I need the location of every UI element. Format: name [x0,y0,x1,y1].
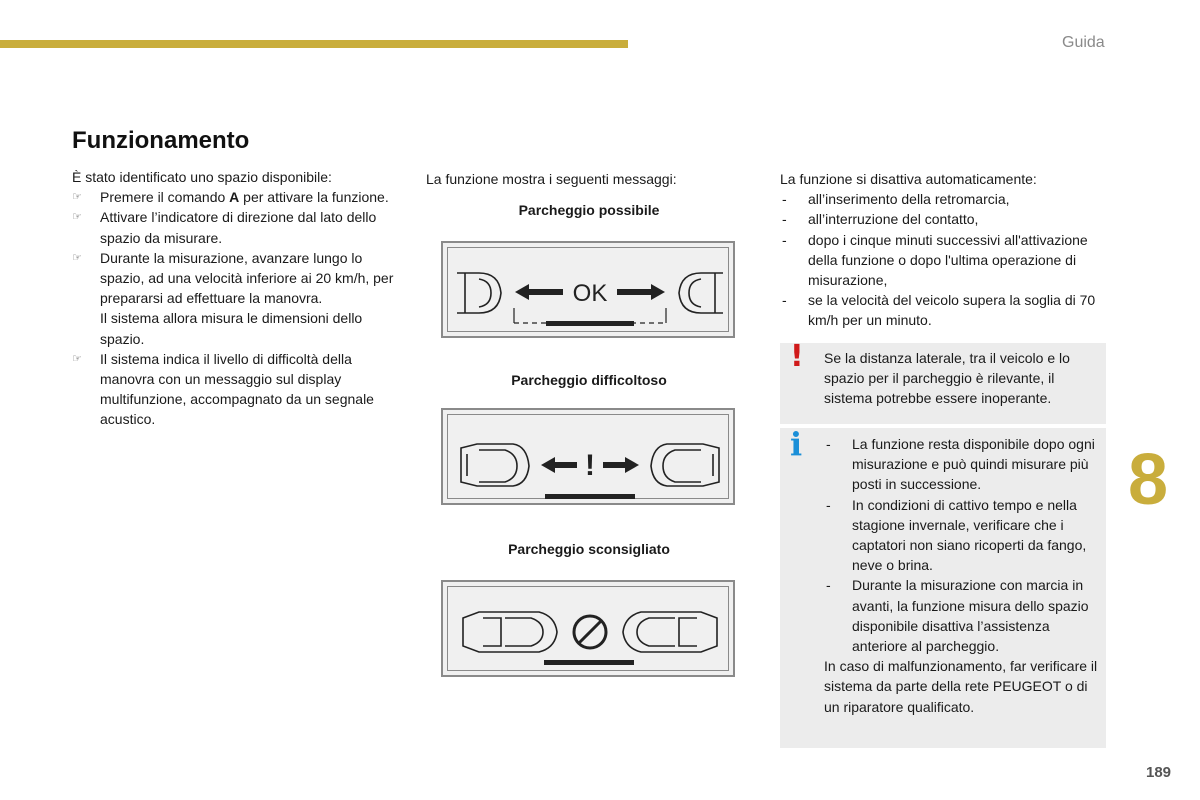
instructions-list [72,187,402,429]
ok-symbol: OK [572,280,608,307]
button-a-reference: A [229,189,240,206]
list-item: ☞ Premere il comando A per attivare la funzione. [72,187,402,207]
deactivation-list [780,189,1110,330]
header-accent-bar [0,40,628,48]
list-item: - In condizioni di cattivo tempo e nella stagione invernale, verificare che i captatori non siano ricoperti da fango, neve o brina. [826,496,1087,574]
pointing-hand-icon: ☞ [72,191,82,204]
page-number: 189 [1146,764,1172,781]
parking-possible-illustration [443,243,737,340]
info-box [780,425,1106,748]
pointing-hand-icon: ☞ [72,352,82,365]
list-item: ☞ Il sistema indica il livello di difficoltà della manovra con un messaggio sul display multifunzione, accompagnato da un segnale acustico. [72,350,374,428]
warning-box [780,339,1106,424]
messages-intro: La funzione mostra i seguenti messaggi: [426,171,677,187]
warning-icon: ! [790,339,804,374]
info-list [824,434,1100,656]
exclamation-symbol: ! [585,449,595,482]
list-item: - La funzione resta disponibile dopo ogni misurazione e può quindi misurare più posti in successione. [826,436,1095,493]
info-content [824,434,1100,717]
pointing-hand-icon: ☞ [72,211,82,224]
diagram-caption: Parcheggio possibile [518,202,660,218]
chapter-number: 8 [1128,440,1169,520]
list-item: - all’interruzione del contatto, [782,211,979,228]
diagram-caption: Parcheggio difficoltoso [511,372,667,388]
list-item: - all’inserimento della retromarcia, [782,191,1010,208]
parking-not-advised-illustration [443,582,737,679]
list-item: - se la velocità del veicolo supera la soglia di 70 km/h per un minuto. [782,292,1096,329]
pointing-hand-icon: ☞ [72,251,82,264]
list-item: - Durante la misurazione con marcia in avanti, la funzione misura dello spazio disponibile disattiva l’assistenza anteriore al parcheggio. [826,577,1089,655]
info-icon: i [790,425,803,463]
parking-difficult-diagram [441,408,735,505]
instructions-column [72,167,402,430]
section-label: Guida [1062,34,1105,51]
instructions-intro: È stato identificato uno spazio disponibile: [72,169,332,185]
parking-possible-diagram [441,241,735,338]
list-item: ☞ Durante la misurazione, avanzare lungo lo spazio, ad una velocità inferiore ai 20 km/h, per prepararsi ad effettuare la manovra. Il sistema allora misura le dimensioni dello spazio. [72,249,394,347]
list-item: - dopo i cinque minuti successivi all'attivazione della funzione o dopo l'ultima operazione di misurazione, [782,231,1088,289]
parking-not-advised-diagram [441,580,735,677]
info-footer: In caso di malfunzionamento, far verificare il sistema da parte della rete PEUGEOT o di un riparatore qualificato. [824,658,1098,715]
page-title: Funzionamento [72,127,250,154]
parking-difficult-illustration [443,410,737,507]
diagram-caption: Parcheggio sconsigliato [508,541,670,557]
deactivation-intro: La funzione si disattiva automaticamente: [780,171,1037,187]
deactivation-column [780,169,1110,331]
list-item: ☞ Attivare l’indicatore di direzione dal lato dello spazio da misurare. [72,209,377,246]
warning-text: Se la distanza laterale, tra il veicolo e lo spazio per il parcheggio è rilevante, il sistema potrebbe essere inoperante. [824,350,1070,407]
